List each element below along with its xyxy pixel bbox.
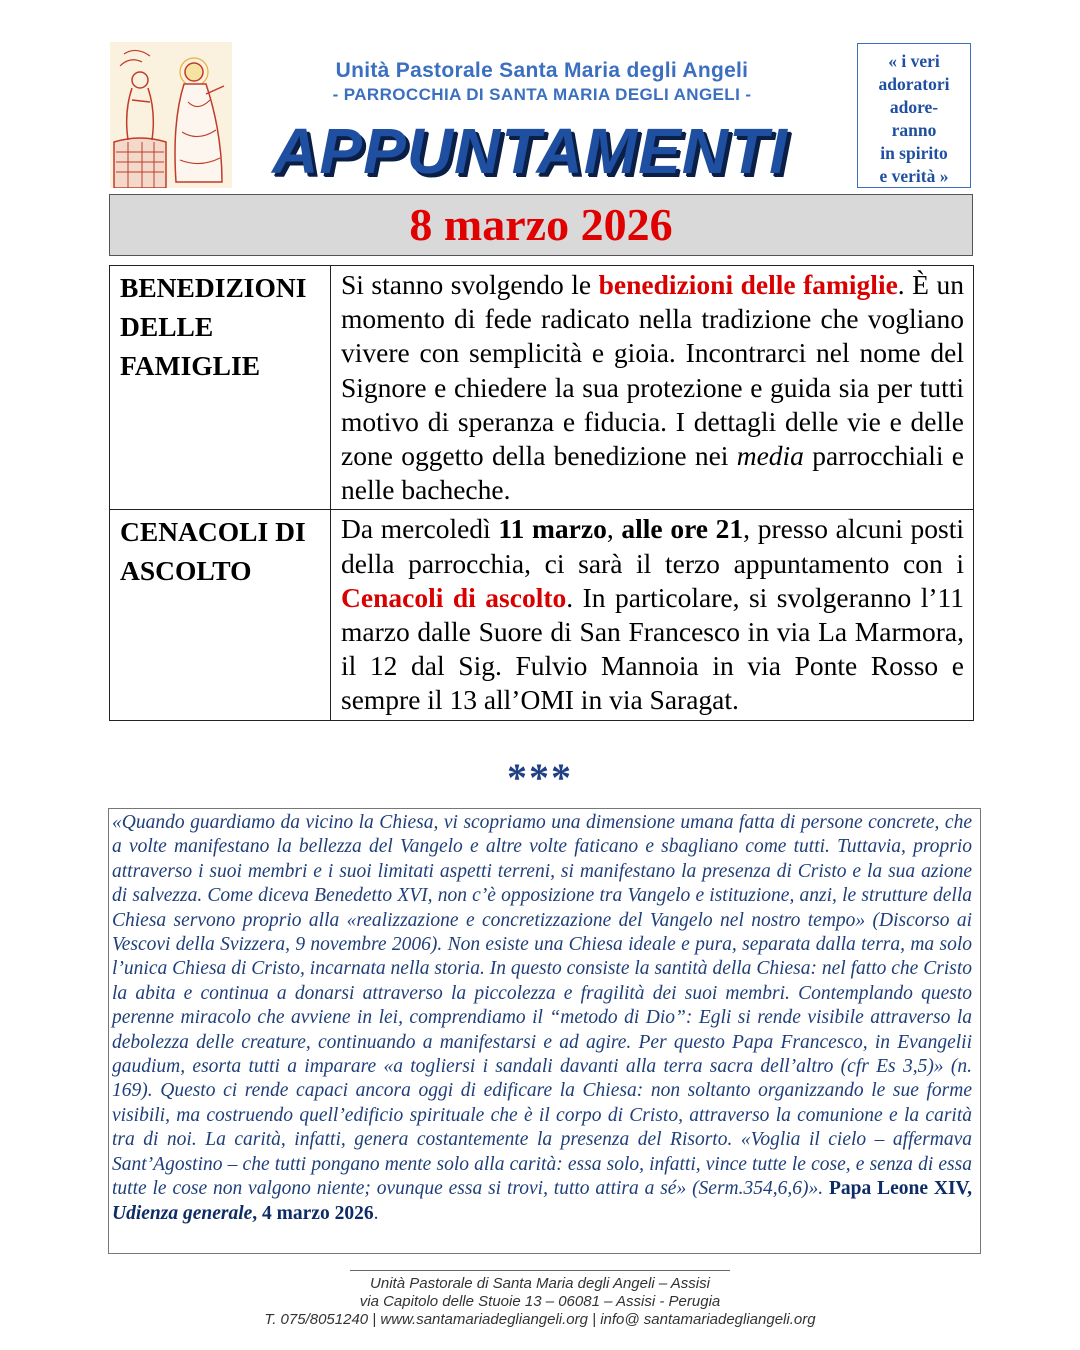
motto-line: in spirito — [880, 143, 948, 163]
footer-address-line: via Capitolo delle Stuoie 13 – 06081 – Assisi - Perugia — [359, 1293, 721, 1310]
event-text: , — [606, 513, 622, 545]
quote-source-wrap — [112, 1203, 374, 1224]
footer-address-line: Unità Pastorale di Santa Maria degli Angeli – Assisi — [370, 1275, 710, 1292]
event-text: . In particolare, si svolgeranno l’11 marzo dalle Suore di San Francesco in via La Marmora, il 12 dal Sig. Fulvio Mannoia in via Ponte Rosso e sempre il 13 all’OMI in via Saragat. — [341, 581, 964, 716]
event-description — [331, 510, 974, 720]
event-text: . È un momento di fede radicato nella tradizione che vogliano vivere con semplicità e gioia. Incontrarci nel nome del Signore e chiedere la sua protezione e guida sia per tutti motivo di speranza e fiducia. I dettagli delle vie e delle zone oggetto della benedizione nei — [341, 269, 964, 472]
event-text: Si stanno svolgendo le — [341, 269, 599, 300]
motto-box — [857, 43, 971, 188]
footer-contact-line: T. 075/8051240 | www.santamariadegliangeli.org | info@ santamariadegliangeli.org — [264, 1311, 816, 1328]
quote-source: Udienza generale — [112, 1202, 253, 1224]
date-heading: 8 marzo 2026 — [409, 199, 673, 250]
event-italic: media — [736, 440, 804, 472]
event-highlight: Cenacoli di ascolto — [341, 581, 567, 613]
motto-line: ranno — [891, 120, 937, 140]
quote-end: . — [373, 1202, 379, 1224]
table-row — [110, 510, 974, 720]
event-date: 11 marzo — [498, 513, 607, 545]
event-description — [331, 266, 974, 510]
parish-title: - PARROCCHIA DI SANTA MARIA DEGLI ANGELI - — [332, 85, 752, 104]
section-separator: *** — [507, 755, 573, 800]
quote-author: Papa Leone XIV, — [829, 1178, 972, 1200]
event-title: CENACOLI DI ASCOLTO — [110, 510, 331, 720]
quote-text: «Quando guardiamo da vicino la Chiesa, vi scopriamo una dimensione umana fatta di persone concrete, che a volte manifestano la bellezza del Vangelo e altre volte faticano e sbagliano come tutti. Tuttavia, proprio attraverso i suoi membri e i suoi limitati aspetti terreni, si manifestano la presenza di Cristo e la sua azione di salvezza. Come diceva Benedetto XVI, non c’è opposizione tra Vangelo e istituzione, anzi, le strutture della Chiesa servono proprio alla «realizzazione e concretizzazione del Vangelo nel nostro tempo» (Discorso ai Vescovi della Svizzera, 9 novembre 2006). Non esiste una Chiesa ideale e pura, separata dalla terra, ma solo l’unica Chiesa di Cristo, incarnata nella storia. In questo consiste la santità della Chiesa: nel fatto che Cristo la abita e continua a donarsi attraverso la piccolezza e fragilità dei suoi membri. Contemplando questo perenne miracolo che avviene in lei, comprendiamo il “metodo di Dio”: Egli si rende visibile attraverso la debolezza delle creature, continuando a manifestarsi e ad agire. Per questo Papa Francesco, in Evangelii gaudium, esorta tutti a imparare «a togliersi i sandali davanti alla terra sacra dell’altro (cfr Es 3,5)» (n. 169). Questo ci rende capaci ancora oggi di edificare la Chiesa: non soltanto organizzando le sue forme visibili, ma costruendo quell’edificio spirituale che è il corpo di Cristo, attraverso la comunione e la carità tra di noi. La carità, infatti, genera costantemente la presenza del Risorto. «Voglia il cielo – affermava Sant’Agostino – che tutti pongano mente solo alla carità: essa solo, infatti, vince tutte le cose, e senza di essa tutte le cose non valgono niente; ovunque essa si trovi, tutto attira a sé» (Serm.354,6,6)». — [112, 812, 972, 1200]
footer — [0, 1270, 1080, 1329]
jesus-samaritan-well-icon — [110, 42, 232, 188]
motto-line: adore- — [889, 97, 939, 117]
date-banner — [109, 194, 973, 256]
event-highlight: benedizioni delle famiglie — [598, 269, 898, 300]
events-table — [109, 265, 974, 721]
motto-line: adoratori — [878, 74, 950, 94]
event-text: , presso alcuni posti della parrocchia, ci sarà il terzo appuntamento con i — [341, 513, 964, 579]
event-text: parrocchiali e nelle bacheche. — [341, 440, 964, 506]
quote-box — [108, 808, 981, 1254]
motto-line: « i veri — [888, 51, 940, 71]
event-title: BENEDIZIONI DELLE FAMIGLIE — [110, 266, 331, 510]
quote-source-date: , 4 marzo 2026 — [252, 1202, 374, 1224]
pastoral-unit-title: Unità Pastorale Santa Maria degli Angeli — [335, 59, 749, 82]
header — [232, 58, 852, 106]
table-row — [110, 266, 974, 510]
event-time: alle ore 21 — [621, 513, 744, 545]
parish-logo-illustration — [110, 42, 232, 188]
motto-line: e verità » — [879, 166, 949, 186]
footer-divider — [350, 1270, 730, 1271]
page-title: APPUNTAMENTI — [272, 115, 788, 187]
event-text: Da mercoledì — [341, 513, 499, 545]
